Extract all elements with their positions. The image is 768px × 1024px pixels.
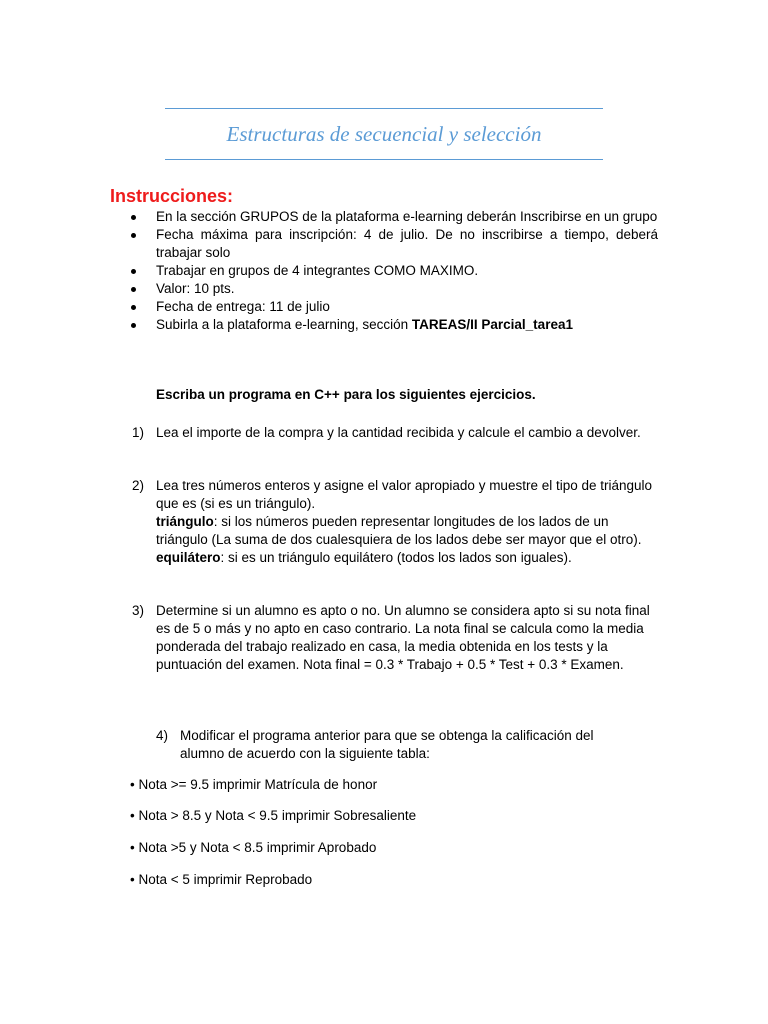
exercise-1 [132, 424, 660, 442]
instruction-item [128, 316, 658, 334]
title-bottom-rule [165, 159, 603, 160]
exercise-number: 1) [132, 425, 145, 440]
exercise-2 [132, 477, 660, 567]
document-title: Estructuras de secuencial y selección [226, 122, 542, 146]
instructions-list [128, 208, 658, 334]
instruction-text: Trabajar en grupos de 4 integrantes COMO MAXIMO. [156, 263, 479, 278]
instruction-item [128, 226, 658, 262]
grade-rule-honor: • Nota >= 9.5 imprimir Matrícula de honor [130, 777, 378, 792]
instructions-heading: Instrucciones: [110, 186, 234, 206]
instruction-text: Fecha de entrega: 11 de julio [156, 299, 330, 314]
exercise-3 [132, 602, 660, 674]
bullet-icon [131, 323, 136, 328]
bullet-icon [131, 215, 136, 220]
grade-rule-aprobado: • Nota >5 y Nota < 8.5 imprimir Aprobado [130, 840, 377, 855]
bullet-icon [131, 233, 136, 238]
exercise-text: Modificar el programa anterior para que se obtenga la calificación del alumno de acuerdo con la siguiente tabla: [180, 728, 594, 761]
bullet-icon [131, 287, 136, 292]
instruction-text: Valor: 10 pts. [156, 281, 235, 296]
exercise-4 [156, 727, 626, 763]
instruction-text: En la sección GRUPOS de la plataforma e-learning deberán Inscribirse en un grupo [156, 209, 658, 224]
title-top-rule [165, 108, 603, 109]
exercise-number: 3) [132, 603, 145, 618]
definition-text: : si los números pueden representar longitudes de los lados de un triángulo (La suma de dos cualesquiera de los lados debe ser mayor que el otro). [156, 514, 642, 547]
instruction-item [128, 280, 658, 298]
grade-rule-reprobado: • Nota < 5 imprimir Reprobado [130, 872, 313, 887]
definition-term: equilátero [156, 550, 221, 565]
instruction-item [128, 262, 658, 280]
exercise-text: Determine si un alumno es apto o no. Un alumno se considera apto si su nota final es de 5 o más y no apto en caso contrario. La nota final se calcula como la media ponderada del trabajo realizado en casa, la media obtenida en los tests y la puntuación del examen. Nota final = 0.3 * Trabajo + 0.5 * Test + 0.3 * Examen. [156, 603, 650, 672]
definition-text: : si es un triángulo equilátero (todos los lados son iguales). [220, 550, 572, 565]
instruction-item [128, 298, 658, 316]
bullet-icon [131, 305, 136, 310]
exercise-text: Lea el importe de la compra y la cantidad recibida y calcule el cambio a devolver. [156, 425, 641, 440]
exercise-number: 2) [132, 478, 145, 493]
bullet-icon [131, 269, 136, 274]
instruction-text: Subirla a la plataforma e-learning, sección [156, 317, 412, 332]
definition-term: triángulo [156, 514, 214, 529]
exercise-text: Lea tres números enteros y asigne el valor apropiado y muestre el tipo de triángulo que es (si es un triángulo). [156, 478, 653, 511]
exercise-number: 4) [156, 728, 169, 743]
instruction-item [128, 208, 658, 226]
instruction-bold-text: TAREAS/II Parcial_tarea1 [411, 317, 573, 332]
exercises-intro: Escriba un programa en C++ para los siguientes ejercicios. [156, 387, 536, 402]
instruction-text: Fecha máxima para inscripción: 4 de julio. De no inscribirse a tiempo, deberá trabajar solo [156, 227, 658, 260]
definition-triangle [156, 513, 660, 549]
grade-rule-sobresaliente: • Nota > 8.5 y Nota < 9.5 imprimir Sobresaliente [130, 808, 417, 823]
definition-equilateral [156, 549, 660, 567]
